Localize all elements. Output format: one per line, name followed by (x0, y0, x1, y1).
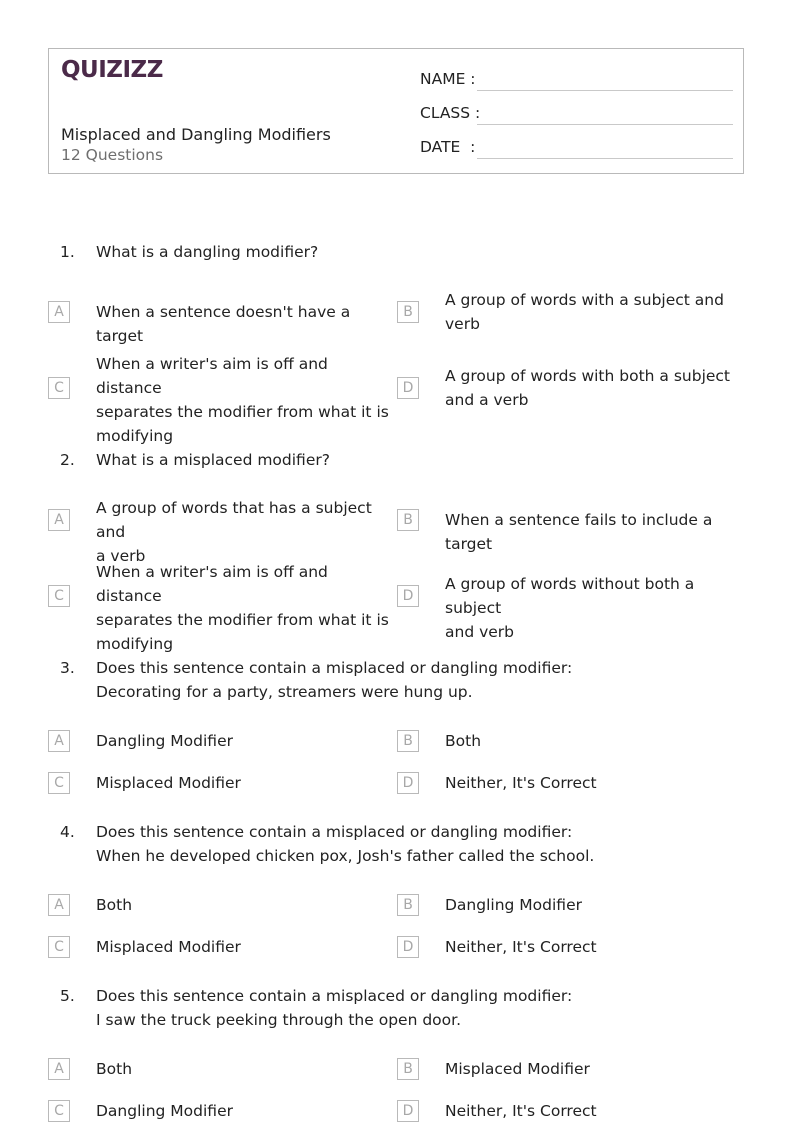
option-letter-box[interactable]: B (397, 509, 419, 531)
question-line: Does this sentence contain a misplaced or dangling modifier: (96, 823, 573, 841)
option-line: a verb (96, 547, 146, 565)
question-number: 4. (60, 823, 75, 841)
question-line: Decorating for a party, streamers were hung up. (96, 683, 473, 701)
worksheet-title: Misplaced and Dangling Modifiers (61, 125, 331, 144)
date-line[interactable] (477, 158, 733, 159)
option-line: and verb (445, 623, 515, 641)
option-line: separates the modifier from what it is (96, 611, 389, 629)
option-letter-box[interactable]: B (397, 894, 419, 916)
option-text (96, 1099, 396, 1123)
option-line: When a writer's aim is off and distance (96, 563, 328, 605)
question-line: What is a dangling modifier? (96, 243, 319, 261)
option-letter-box[interactable]: A (48, 730, 70, 752)
option-text (445, 1099, 745, 1123)
option-letter-box[interactable]: D (397, 772, 419, 794)
option-text (96, 893, 396, 917)
option-line: Neither, It's Correct (445, 1102, 597, 1120)
option-text (445, 729, 745, 753)
option-line: When a writer's aim is off and distance (96, 355, 328, 397)
option-line: modifying (96, 635, 174, 653)
option-letter-box[interactable]: C (48, 936, 70, 958)
question-number: 2. (60, 451, 75, 469)
option-letter-box[interactable]: C (48, 585, 70, 607)
name-line[interactable] (477, 90, 733, 91)
option-line: Both (96, 896, 133, 914)
name-field[interactable] (420, 67, 733, 91)
option-letter-box[interactable]: B (397, 1058, 419, 1080)
question-count: 12 Questions (61, 146, 164, 164)
option-text (445, 893, 745, 917)
option-line: verb (445, 315, 480, 333)
option-letter-box[interactable]: D (397, 1100, 419, 1122)
option-line: When a sentence doesn't have a target (96, 303, 351, 345)
option-line: A group of words without both a subject (445, 575, 695, 617)
question-line: I saw the truck peeking through the open door. (96, 1011, 462, 1029)
option-line: A group of words with a subject and (445, 291, 724, 309)
option-text (445, 288, 745, 336)
option-text (96, 935, 396, 959)
option-line: separates the modifier from what it is (96, 403, 389, 421)
option-line: modifying (96, 427, 174, 445)
option-letter-box[interactable]: D (397, 585, 419, 607)
option-line: Misplaced Modifier (96, 938, 241, 956)
question-line: When he developed chicken pox, Josh's father called the school. (96, 847, 595, 865)
worksheet-header (48, 48, 744, 174)
question-line: Does this sentence contain a misplaced or dangling modifier: (96, 987, 573, 1005)
option-text (445, 1057, 745, 1081)
option-line: Neither, It's Correct (445, 774, 597, 792)
option-letter-box[interactable]: A (48, 509, 70, 531)
option-text (96, 771, 396, 795)
option-line: and a verb (445, 391, 529, 409)
question-text (96, 820, 736, 868)
option-line: Dangling Modifier (96, 1102, 233, 1120)
option-line: Misplaced Modifier (96, 774, 241, 792)
option-line: Both (96, 1060, 133, 1078)
question-text (96, 240, 736, 264)
option-line: Both (445, 732, 482, 750)
class-label: CLASS : (420, 104, 481, 122)
question-number: 1. (60, 243, 75, 261)
question-number: 3. (60, 659, 75, 677)
option-letter-box[interactable]: D (397, 377, 419, 399)
option-text (96, 352, 396, 448)
option-line: Misplaced Modifier (445, 1060, 590, 1078)
option-letter-box[interactable]: A (48, 301, 70, 323)
option-text (96, 1057, 396, 1081)
option-line: When a sentence fails to include a target (445, 511, 713, 553)
question-text (96, 448, 736, 472)
option-text (96, 496, 396, 568)
option-line: Dangling Modifier (96, 732, 233, 750)
date-label: DATE : (420, 138, 476, 156)
date-field[interactable] (420, 135, 733, 159)
option-line: Dangling Modifier (445, 896, 582, 914)
option-line: A group of words with both a subject (445, 367, 731, 385)
option-text (445, 935, 745, 959)
option-letter-box[interactable]: A (48, 894, 70, 916)
option-text (445, 771, 745, 795)
option-text (445, 508, 745, 556)
question-line: Does this sentence contain a misplaced or dangling modifier: (96, 659, 573, 677)
option-letter-box[interactable]: B (397, 730, 419, 752)
option-text (96, 729, 396, 753)
quizizz-logo: QUIZIZZ (61, 57, 163, 83)
class-line[interactable] (477, 124, 733, 125)
option-text (96, 300, 392, 348)
option-letter-box[interactable]: C (48, 772, 70, 794)
question-number: 5. (60, 987, 75, 1005)
question-text (96, 984, 736, 1032)
option-text (445, 572, 745, 644)
option-letter-box[interactable]: C (48, 377, 70, 399)
option-line: Neither, It's Correct (445, 938, 597, 956)
option-letter-box[interactable]: C (48, 1100, 70, 1122)
class-field[interactable] (420, 101, 733, 125)
option-letter-box[interactable]: D (397, 936, 419, 958)
name-label: NAME : (420, 70, 476, 88)
option-letter-box[interactable]: B (397, 301, 419, 323)
question-text (96, 656, 736, 704)
option-line: A group of words that has a subject and (96, 499, 372, 541)
option-text (96, 560, 396, 656)
option-letter-box[interactable]: A (48, 1058, 70, 1080)
question-line: What is a misplaced modifier? (96, 451, 330, 469)
option-text (445, 364, 745, 412)
